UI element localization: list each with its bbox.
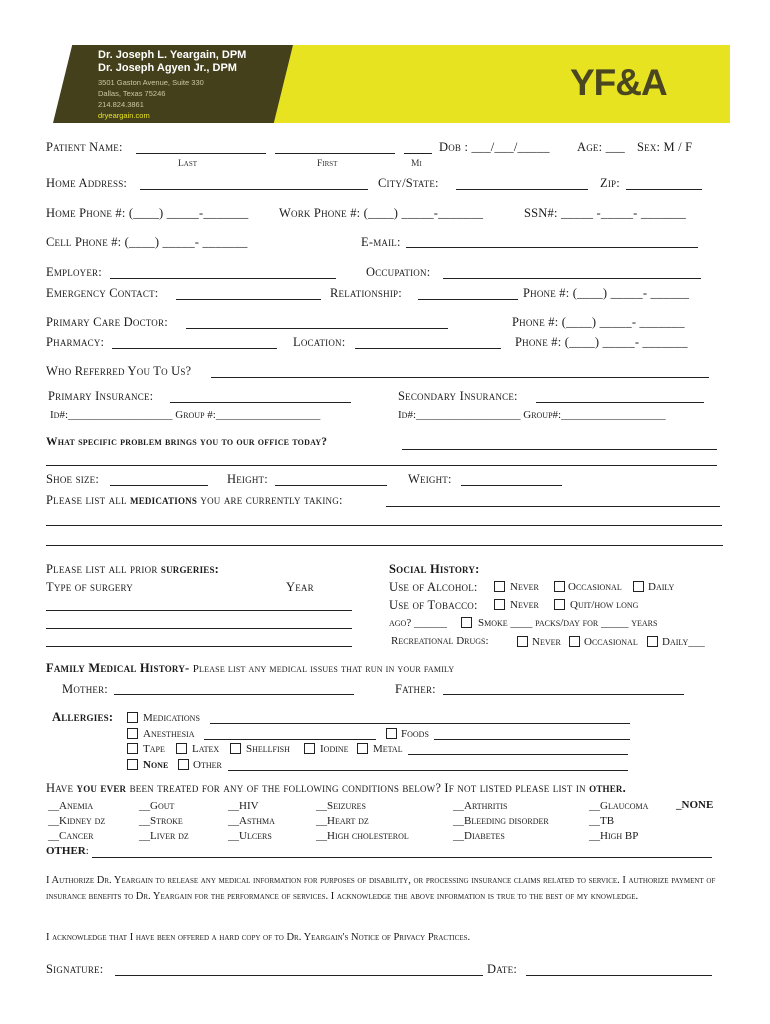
smoke-checkbox[interactable] — [461, 617, 472, 628]
secondary-insurance-label: Secondary Insurance: — [398, 389, 518, 403]
social-history-title: Social History: — [389, 562, 480, 576]
tobacco-never-checkbox[interactable] — [494, 599, 505, 610]
shoe-size-label: Shoe size: — [46, 472, 100, 486]
surgery-field-2[interactable] — [46, 628, 352, 629]
pharmacy-phone-field[interactable]: Phone #: (____) _____- _______ — [515, 335, 688, 349]
home-address-field[interactable] — [140, 189, 368, 190]
allergy-medications-label: Medications — [143, 712, 200, 724]
recreational-drugs-label: Recreational Drugs: — [391, 635, 489, 647]
allergy-foods-checkbox[interactable] — [386, 728, 397, 739]
alcohol-occasional-label: Occasional — [568, 581, 622, 593]
conditions-col-2[interactable]: __Gout __Stroke __Liver dz — [139, 800, 189, 842]
surgery-field-3[interactable] — [46, 646, 352, 647]
conditions-col-3[interactable]: __HIV __Asthma __Ulcers — [228, 800, 275, 842]
allergy-other-field[interactable] — [228, 770, 628, 771]
home-phone-field[interactable]: Home Phone #: (____) _____-_______ — [46, 206, 249, 220]
practice-phone: 214.824.3861 — [98, 100, 144, 109]
quit-ago-field[interactable]: ago? ______ — [389, 617, 447, 629]
primary-care-field[interactable] — [186, 328, 448, 329]
city-state-field[interactable] — [456, 189, 588, 190]
conditions-col-4[interactable]: __Seizures __Heart dz __High cholesterol — [316, 800, 409, 842]
father-label: Father: — [395, 682, 436, 696]
tobacco-never-label: Never — [510, 599, 539, 611]
conditions-other-label: OTHER: — [46, 845, 89, 857]
pharmacy-field[interactable] — [112, 348, 277, 349]
conditions-col-6[interactable]: __Glaucoma __TB __High BP — [589, 800, 649, 842]
conditions-question: Have you ever been treated for any of the following conditions below? If not listed please list in other. — [46, 781, 626, 795]
middle-initial-field[interactable] — [404, 153, 432, 154]
privacy-acknowledgement: I acknowledge that I have been offered a hard copy of to Dr. Yeargain's Notice of Privacy Practices. — [46, 932, 471, 943]
smoke-field[interactable]: Smoke ____ packs/day for _____ years — [478, 617, 658, 629]
zip-label: Zip: — [600, 176, 620, 190]
zip-field[interactable] — [626, 189, 702, 190]
problem-field-1[interactable] — [402, 449, 717, 450]
alcohol-occasional-checkbox[interactable] — [554, 581, 565, 592]
tobacco-quit-label: Quit/how long — [570, 599, 639, 611]
location-field[interactable] — [355, 348, 501, 349]
problem-question: What specific problem brings you to our office today? — [46, 436, 328, 448]
allergy-none-label: None — [143, 759, 169, 771]
allergy-latex-label: Latex — [192, 743, 220, 755]
doctor-name-2: Dr. Joseph Agyen Jr., DPM — [98, 62, 237, 74]
allergy-other-checkbox[interactable] — [178, 759, 189, 770]
surgery-field-1[interactable] — [46, 610, 352, 611]
allergy-none-checkbox[interactable] — [127, 759, 138, 770]
height-field[interactable] — [275, 485, 387, 486]
emergency-phone-field[interactable]: Phone #: (____) _____- ______ — [523, 286, 690, 300]
weight-label: Weight: — [408, 472, 452, 486]
surgery-year-header: Year — [286, 580, 314, 594]
pcp-phone-field[interactable]: Phone #: (____) _____- _______ — [512, 315, 685, 329]
allergy-foods-label: Foods — [401, 728, 429, 740]
allergy-anesthesia-field[interactable] — [204, 739, 376, 740]
medications-label: Please list all medications you are currently taking: — [46, 493, 343, 507]
height-label: Height: — [227, 472, 268, 486]
secondary-id-group-field[interactable]: Id#:___________________ Group#:___________________ — [398, 409, 666, 421]
location-label: Location: — [293, 335, 346, 349]
allergy-medications-checkbox[interactable] — [127, 712, 138, 723]
alcohol-label: Use of Alcohol: — [389, 580, 478, 594]
allergy-iodine-label: Iodine — [320, 743, 349, 755]
conditions-col-5[interactable]: __Arthritis __Bleeding disorder __Diabetes — [453, 800, 549, 842]
mother-label: Mother: — [62, 682, 108, 696]
primary-insurance-field[interactable] — [170, 402, 351, 403]
email-field[interactable] — [406, 247, 698, 248]
signature-label: Signature: — [46, 962, 104, 976]
sex-field[interactable]: Sex: M / F — [637, 140, 693, 154]
referred-label: Who Referred You To Us? — [46, 364, 192, 378]
address-line-2: Dallas, Texas 75246 — [98, 89, 166, 98]
allergy-shellfish-checkbox[interactable] — [230, 743, 241, 754]
allergy-iodine-checkbox[interactable] — [304, 743, 315, 754]
occupation-label: Occupation: — [366, 265, 431, 279]
allergy-other-label: Other — [193, 759, 222, 771]
allergies-label: Allergies: — [52, 710, 114, 724]
drugs-daily-label: Daily___ — [662, 636, 705, 648]
allergy-metal-checkbox[interactable] — [357, 743, 368, 754]
emergency-contact-label: Emergency Contact: — [46, 286, 159, 300]
mi-label: Mi — [411, 159, 422, 169]
home-address-label: Home Address: — [46, 176, 128, 190]
address-line-1: 3501 Gaston Avenue, Suite 330 — [98, 78, 204, 87]
family-history-title: Family Medical History- Please list any medical issues that run in your family — [46, 661, 455, 675]
allergy-metal-field[interactable] — [408, 754, 628, 755]
conditions-col-1[interactable]: __Anemia __Kidney dz __Cancer — [48, 800, 106, 842]
first-label: First — [317, 159, 338, 169]
drugs-occasional-checkbox[interactable] — [569, 636, 580, 647]
age-field[interactable]: Age: ___ — [577, 140, 625, 154]
referred-field[interactable] — [211, 377, 709, 378]
practice-logo: YF&A — [570, 62, 667, 103]
secondary-insurance-field[interactable] — [536, 402, 704, 403]
email-label: E-mail: — [361, 235, 401, 249]
allergy-anesthesia-checkbox[interactable] — [127, 728, 138, 739]
allergy-anesthesia-label: Anesthesia — [143, 728, 195, 740]
conditions-other-field[interactable] — [92, 857, 712, 858]
first-name-field[interactable] — [275, 153, 395, 154]
date-label: Date: — [487, 962, 517, 976]
father-field[interactable] — [443, 694, 684, 695]
patient-name-label: Patient Name: — [46, 140, 123, 154]
surgeries-title: Please list all prior surgeries: — [46, 562, 220, 576]
tobacco-label: Use of Tobacco: — [389, 598, 478, 612]
employer-label: Employer: — [46, 265, 102, 279]
medications-field-1[interactable] — [386, 506, 720, 507]
signature-field[interactable] — [115, 975, 483, 976]
emergency-contact-field[interactable] — [176, 299, 321, 300]
tobacco-quit-checkbox[interactable] — [554, 599, 565, 610]
practice-website: dryeargain.com — [98, 111, 150, 120]
drugs-never-label: Never — [532, 636, 561, 648]
doctor-name-1: Dr. Joseph L. Yeargain, DPM — [98, 49, 247, 61]
problem-field-2[interactable] — [46, 465, 717, 466]
allergy-latex-checkbox[interactable] — [176, 743, 187, 754]
last-name-field[interactable] — [136, 153, 266, 154]
alcohol-daily-checkbox[interactable] — [633, 581, 644, 592]
employer-field[interactable] — [110, 278, 336, 279]
occupation-field[interactable] — [443, 278, 701, 279]
last-label: Last — [178, 159, 198, 169]
drugs-daily-checkbox[interactable] — [647, 636, 658, 647]
pharmacy-label: Pharmacy: — [46, 335, 105, 349]
allergy-metal-label: Metal — [373, 743, 403, 755]
drugs-occasional-label: Occasional — [584, 636, 638, 648]
medications-field-3[interactable] — [46, 545, 723, 546]
relationship-label: Relationship: — [330, 286, 402, 300]
allergy-tape-label: Tape — [143, 743, 165, 755]
mother-field[interactable] — [114, 694, 354, 695]
allergy-tape-checkbox[interactable] — [127, 743, 138, 754]
alcohol-never-checkbox[interactable] — [494, 581, 505, 592]
city-state-label: City/State: — [378, 176, 439, 190]
work-phone-field[interactable]: Work Phone #: (____) _____-_______ — [279, 206, 484, 220]
ssn-field[interactable]: SSN#: _____ -_____- _______ — [524, 206, 687, 220]
medications-field-2[interactable] — [46, 525, 722, 526]
primary-id-group-field[interactable]: Id#:___________________ Group #:___________________ — [50, 409, 321, 421]
weight-field[interactable] — [461, 485, 562, 486]
dob-field[interactable]: Dob : ___/___/_____ — [439, 140, 550, 154]
drugs-never-checkbox[interactable] — [517, 636, 528, 647]
date-field[interactable] — [526, 975, 712, 976]
allergy-shellfish-label: Shellfish — [246, 743, 290, 755]
allergy-foods-field[interactable] — [434, 739, 630, 740]
shoe-size-field[interactable] — [110, 485, 208, 486]
alcohol-daily-label: Daily — [648, 581, 675, 593]
authorization-paragraph: I Authorize Dr. Yeargain to release any medical information for purposes of disability, or processing insurance claims related to service. I authorize payment of insurance benefits to Dr. Yeargain for the performance of services. I acknowledge the above information is true to the best of my knowledge. — [46, 875, 716, 902]
allergy-medications-field[interactable] — [210, 723, 630, 724]
primary-care-label: Primary Care Doctor: — [46, 315, 168, 329]
cell-phone-field[interactable]: Cell Phone #: (____) _____- _______ — [46, 235, 248, 249]
relationship-field[interactable] — [418, 299, 518, 300]
conditions-none[interactable]: _NONE — [676, 799, 714, 811]
alcohol-never-label: Never — [510, 581, 539, 593]
surgery-type-header: Type of surgery — [46, 580, 133, 594]
primary-insurance-label: Primary Insurance: — [48, 389, 154, 403]
